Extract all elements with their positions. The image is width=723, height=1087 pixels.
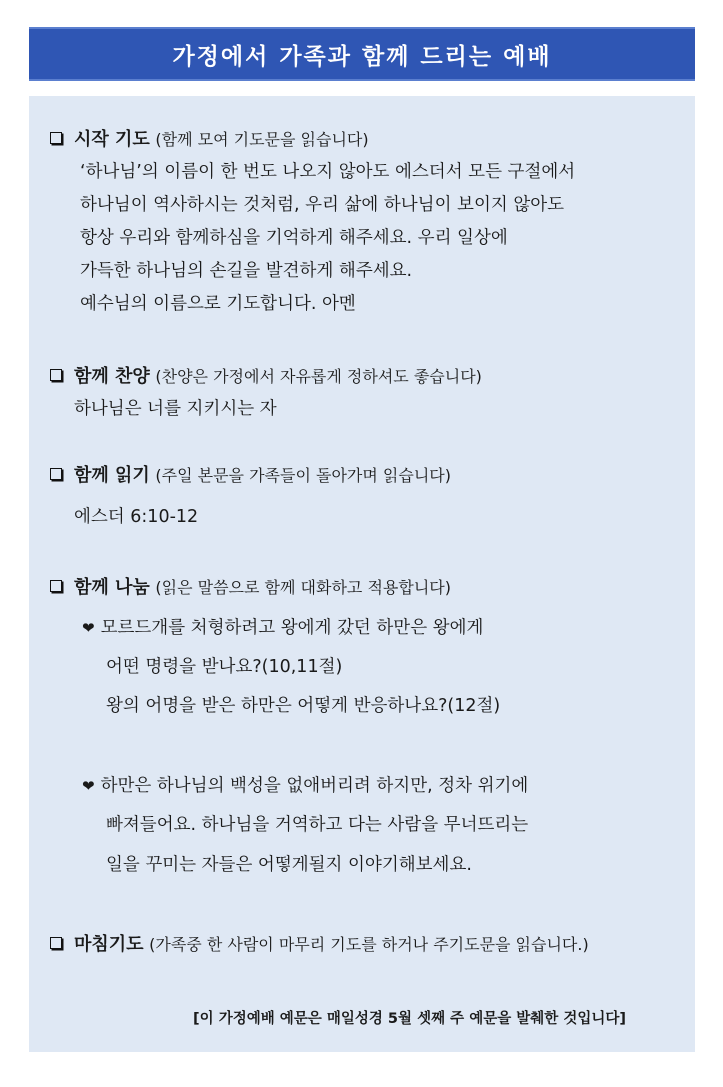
sharing-question-1: [82, 616, 483, 640]
reading-note: (주일 본문을 가족들이 돌아가며 읽습니다): [155, 466, 451, 485]
opening-prayer-header: [50, 128, 369, 152]
opening-prayer-line: 예수님의 이름으로 기도합니다. 아멘: [80, 294, 356, 314]
reading-passage: 에스더 6:10-12: [74, 507, 199, 527]
reading-header: [50, 464, 451, 488]
reading-heading: 함께 읽기: [74, 465, 150, 486]
opening-prayer-note: (함께 모여 기도문을 읽습니다): [155, 130, 369, 149]
page-title: 가정에서 가족과 함께 드리는 예배: [172, 43, 552, 70]
heart-icon: ❤: [82, 777, 95, 795]
praise-header: [50, 365, 482, 389]
closing-prayer-note: (가족중 한 사람이 마무리 기도를 하거나 주기도문을 읽습니다.): [149, 935, 589, 954]
opening-prayer-heading: 시작 기도: [74, 129, 150, 150]
closing-prayer-header: [50, 933, 589, 957]
opening-prayer-line: 항상 우리와 함께하심을 기억하게 해주세요. 우리 일상에: [80, 228, 508, 248]
sharing-heading: 함께 나눔: [74, 577, 150, 598]
sharing-note: (읽은 말씀으로 함께 대화하고 적용합니다): [155, 578, 451, 597]
title-banner: [29, 27, 695, 81]
checkbox-icon: [50, 369, 62, 381]
praise-song: 하나님은 너를 지키시는 자: [74, 399, 277, 419]
praise-heading: 함께 찬양: [74, 366, 150, 387]
question-line: 하만은 하나님의 백성을 없애버리려 하지만, 정차 위기에: [100, 776, 529, 796]
checkbox-icon: [50, 937, 62, 949]
question-line: 모르드개를 처형하려고 왕에게 갔던 하만은 왕에게: [100, 618, 484, 638]
question-line: 일을 꾸미는 자들은 어떻게될지 이야기해보세요.: [106, 855, 472, 875]
opening-prayer-line: 하나님이 역사하시는 것처럼, 우리 삶에 하나님이 보이지 않아도: [80, 195, 565, 215]
question-line: 어떤 명령을 받나요?(10,11절): [106, 657, 343, 677]
sharing-question-2: [82, 774, 528, 798]
sharing-header: [50, 576, 451, 600]
opening-prayer-line: ‘하나님’의 이름이 한 번도 나오지 않아도 에스더서 모든 구절에서: [80, 162, 576, 182]
checkbox-icon: [50, 468, 62, 480]
question-line: 왕의 어명을 받은 하만은 어떻게 반응하나요?(12절): [106, 696, 501, 716]
source-footnote: [이 가정예배 예문은 매일성경 5월 셋째 주 예문을 발췌한 것입니다]: [193, 1011, 626, 1027]
question-line: 빠져들어요. 하나님을 거역하고 다는 사람을 무너뜨리는: [106, 815, 529, 835]
heart-icon: ❤: [82, 619, 95, 637]
checkbox-icon: [50, 580, 62, 592]
opening-prayer-line: 가득한 하나님의 손길을 발견하게 해주세요.: [80, 261, 413, 281]
checkbox-icon: [50, 132, 62, 144]
praise-note: (찬양은 가정에서 자유롭게 정하셔도 좋습니다): [155, 367, 482, 386]
closing-prayer-heading: 마침기도: [74, 934, 144, 955]
